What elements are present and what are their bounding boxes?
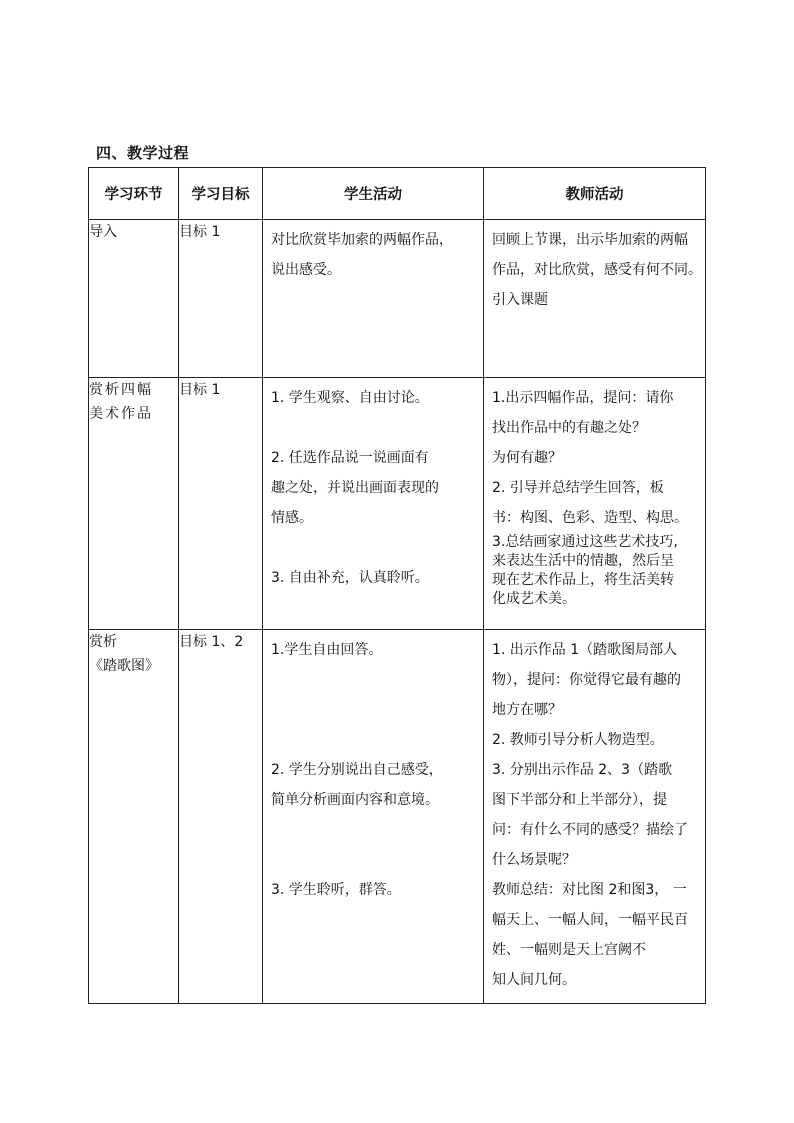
student-activity-cell — [263, 630, 484, 1004]
section-heading: 四、教学过程 — [96, 144, 190, 162]
text-line: 情感。 — [271, 510, 313, 526]
text-line: 为何有趣？ — [492, 450, 562, 466]
text-line: 1.出示四幅作品，提问：请你 — [492, 390, 674, 406]
header-stage: 学习环节 — [89, 168, 179, 220]
teacher-activity-cell — [484, 630, 706, 1004]
header-row — [89, 168, 706, 220]
text-line: 教师总结：对比图 2和图3， 一 — [492, 882, 687, 898]
text-line: 3. 分别出示作品 2、3（踏歌 — [492, 762, 673, 778]
text-line: 3. 自由补充，认真聆听。 — [271, 570, 429, 586]
goal-cell: 目标 1 — [179, 220, 263, 378]
text-line: 1. 出示作品 1（踏歌图局部人 — [492, 642, 678, 658]
text-line: 化成艺术美。 — [492, 591, 576, 607]
goal-cell: 目标 1 — [179, 378, 263, 630]
text-line: 回顾上节课，出示毕加索的两幅 — [492, 232, 688, 248]
text-line: 1. 学生观察、自由讨论。 — [271, 390, 429, 406]
student-activity-cell — [263, 220, 484, 378]
text-line: 2. 学生分别说出自己感受， — [271, 762, 443, 778]
text-line: 图下半部分和上半部分），提 — [492, 792, 667, 808]
text-line: 说出感受。 — [271, 262, 341, 278]
text-line: 3. 学生聆听，群答。 — [271, 882, 401, 898]
header-teacher-activity: 教师活动 — [484, 168, 706, 220]
text-line: 3.总结画家通过这些艺术技巧, — [492, 534, 678, 550]
text-line: 2. 引导并总结学生回答，板 — [492, 480, 664, 496]
table-row — [89, 378, 706, 630]
text-line: 知人间几何。 — [492, 972, 576, 988]
table-row — [89, 220, 706, 378]
table-row — [89, 630, 706, 1004]
header-student-activity: 学生活动 — [263, 168, 484, 220]
text-line: 来表达生活中的情趣，然后呈 — [492, 553, 674, 569]
text-line: 2. 教师引导分析人物造型。 — [492, 732, 664, 748]
text-line: 找出作品中的有趣之处？ — [492, 420, 646, 436]
text-line: 地方在哪？ — [492, 702, 562, 718]
text-line: 姓、一幅则是天上宫阙不 — [492, 942, 646, 958]
text-line: 什么场景呢？ — [492, 852, 576, 868]
teacher-activity-cell — [484, 220, 706, 378]
teaching-process-table — [88, 167, 706, 1004]
text-line: 书：构图、色彩、造型、构思。 — [492, 510, 688, 526]
text-line: 引入课题 — [492, 292, 548, 308]
text-line: 简单分析画面内容和意境。 — [271, 792, 439, 808]
text-line: 现在艺术作品上，将生活美转 — [492, 572, 674, 588]
header-goal: 学习目标 — [179, 168, 263, 220]
text-line: 物），提问：你觉得它最有趣的 — [492, 672, 681, 688]
text-line: 趣之处，并说出画面表现的 — [271, 480, 439, 496]
goal-cell: 目标 1、2 — [179, 630, 263, 1004]
text-line: 对比欣赏毕加索的两幅作品， — [271, 232, 453, 248]
stage-cell: 赏析 《踏歌图》 — [89, 630, 179, 1004]
teacher-activity-cell — [484, 378, 706, 630]
text-line: 幅天上、一幅人间，一幅平民百 — [492, 912, 688, 928]
text-line: 2. 任选作品说一说画面有 — [271, 450, 429, 466]
student-activity-cell — [263, 378, 484, 630]
text-line: 作品，对比欣赏，感受有何不同。 — [492, 262, 702, 278]
stage-cell: 导入 — [89, 220, 179, 378]
text-line: 问：有什么不同的感受？描绘了 — [492, 822, 688, 838]
text-line: 1.学生自由回答。 — [271, 642, 383, 658]
stage-cell: 赏析四幅 美术作品 — [89, 378, 179, 630]
